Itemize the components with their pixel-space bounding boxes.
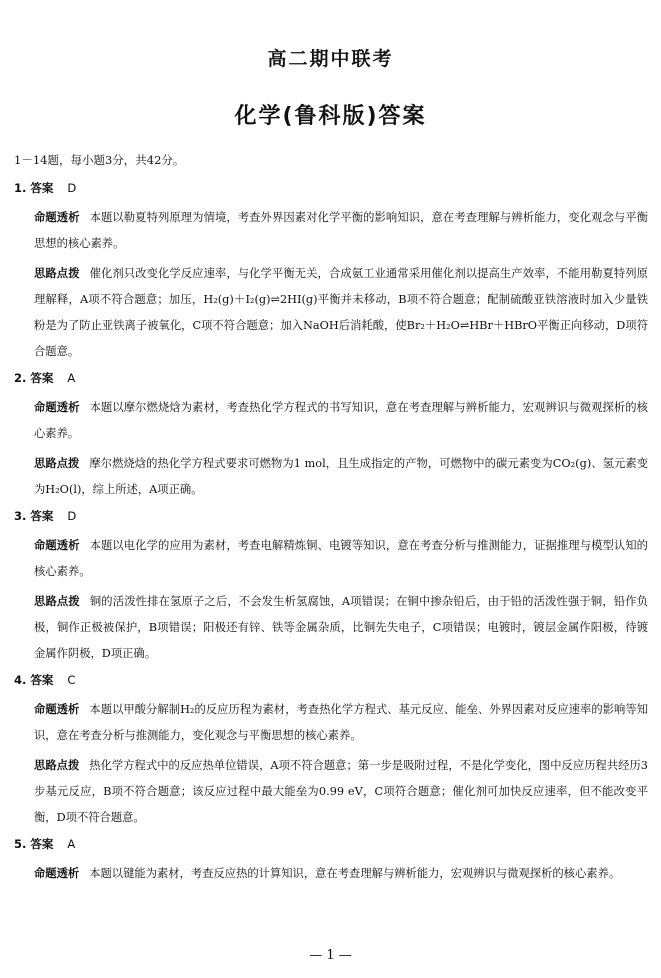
analysis-paragraph — [14, 861, 648, 887]
answer-label: 3. 答案 — [14, 509, 54, 523]
question-5 — [14, 835, 648, 887]
analysis-text: 本题以勒夏特列原理为情境，考查外界因素对化学平衡的影响知识，意在考查理解与辨析能力，变化观念与平衡思想的核心素养。 — [34, 211, 648, 250]
hint-text: 摩尔燃烧焓的热化学方程式要求可燃物为1 mol，且生成指定的产物，可燃物中的碳元素变为CO₂(g)、氢元素变为H₂O(l)，综上所述，A项正确。 — [34, 457, 648, 496]
answer-label: 4. 答案 — [14, 673, 54, 687]
hint-paragraph — [14, 589, 648, 667]
hint-text: 催化剂只改变化学反应速率，与化学平衡无关，合成氨工业通常采用催化剂以提高生产效率，不能用勒夏特列原理解释，A项不符合题意；加压，H₂(g)＋I₂(g)⇌2HI(g)平衡并未移动，B项不符合题意；配制硫酸亚铁溶液时加入少量铁粉是为了防止亚铁离子被氧化，C项不符合题意；加入NaOH后消耗酸，使Br₂＋H₂O⇌HBr＋HBrO平衡正向移动，D项符合题意。 — [34, 267, 648, 358]
analysis-label: 命题透析 — [34, 539, 80, 552]
hint-text: 铜的活泼性排在氢原子之后，不会发生析氢腐蚀，A项错误；在铜中掺杂铅后，由于铅的活泼性强于铜，铅作负极，铜作正极被保护，B项错误；阳极还有锌、铁等金属杂质，比铜先失电子，C项错误；电镀时，镀层金属作阳极，待镀金属作阴极，D项正确。 — [34, 595, 648, 660]
question-4 — [14, 671, 648, 831]
hint-label: 思路点拨 — [34, 267, 80, 280]
answer-value: A — [67, 371, 76, 385]
answer-value: D — [67, 181, 77, 195]
question-1 — [14, 179, 648, 365]
page-subtitle: 化学(鲁科版)答案 — [234, 104, 427, 129]
hint-paragraph — [14, 753, 648, 831]
answer-label: 2. 答案 — [14, 371, 54, 385]
analysis-text: 本题以键能为素材，考查反应热的计算知识，意在考查理解与辨析能力，宏观辨识与微观探析的核心素养。 — [89, 867, 621, 880]
answer-label: 1. 答案 — [14, 181, 54, 195]
answer-line — [14, 507, 648, 533]
question-3 — [14, 507, 648, 667]
answer-line — [14, 179, 648, 205]
analysis-label: 命题透析 — [34, 401, 80, 414]
analysis-text: 本题以摩尔燃烧焓为素材，考查热化学方程式的书写知识，意在考查理解与辨析能力，宏观辨识与微观探析的核心素养。 — [34, 401, 648, 440]
answer-line — [14, 835, 648, 861]
hint-label: 思路点拨 — [34, 595, 80, 608]
answer-content — [14, 151, 648, 891]
question-2 — [14, 369, 648, 503]
analysis-paragraph — [14, 533, 648, 585]
analysis-paragraph — [14, 205, 648, 257]
analysis-label: 命题透析 — [34, 703, 80, 716]
answer-value: A — [67, 837, 76, 851]
hint-paragraph — [14, 261, 648, 365]
answer-value: C — [67, 673, 76, 687]
hint-label: 思路点拨 — [34, 759, 80, 772]
hint-paragraph — [14, 451, 648, 503]
answer-line — [14, 671, 648, 697]
page-number: — 1 — — [309, 948, 352, 963]
analysis-paragraph — [14, 395, 648, 447]
answer-label: 5. 答案 — [14, 837, 54, 851]
hint-label: 思路点拨 — [34, 457, 80, 470]
analysis-text: 本题以甲酸分解制H₂的反应历程为素材，考查热化学方程式、基元反应、能垒、外界因素对反应速率的影响等知识，意在考查分析与推测能力，变化观念与平衡思想的核心素养。 — [34, 703, 648, 742]
hint-text: 热化学方程式中的反应热单位错误，A项不符合题意；第一步是吸附过程，不是化学变化，图中反应历程共经历3步基元反应，B项不符合题意；该反应过程中最大能垒为0.99 eV，C项符合题意；催化剂可加快反应速率，但不能改变平衡，D项不符合题意。 — [34, 759, 648, 824]
analysis-paragraph — [14, 697, 648, 749]
analysis-label: 命题透析 — [34, 211, 80, 224]
answer-line — [14, 369, 648, 395]
analysis-text: 本题以电化学的应用为素材，考查电解精炼铜、电镀等知识，意在考查分析与推测能力，证据推理与模型认知的核心素养。 — [34, 539, 648, 578]
analysis-label: 命题透析 — [34, 867, 80, 880]
answer-value: D — [67, 509, 77, 523]
page-title: 高二期中联考 — [267, 48, 394, 70]
scoring-note: 1－14题，每小题3分，共42分。 — [14, 153, 185, 167]
